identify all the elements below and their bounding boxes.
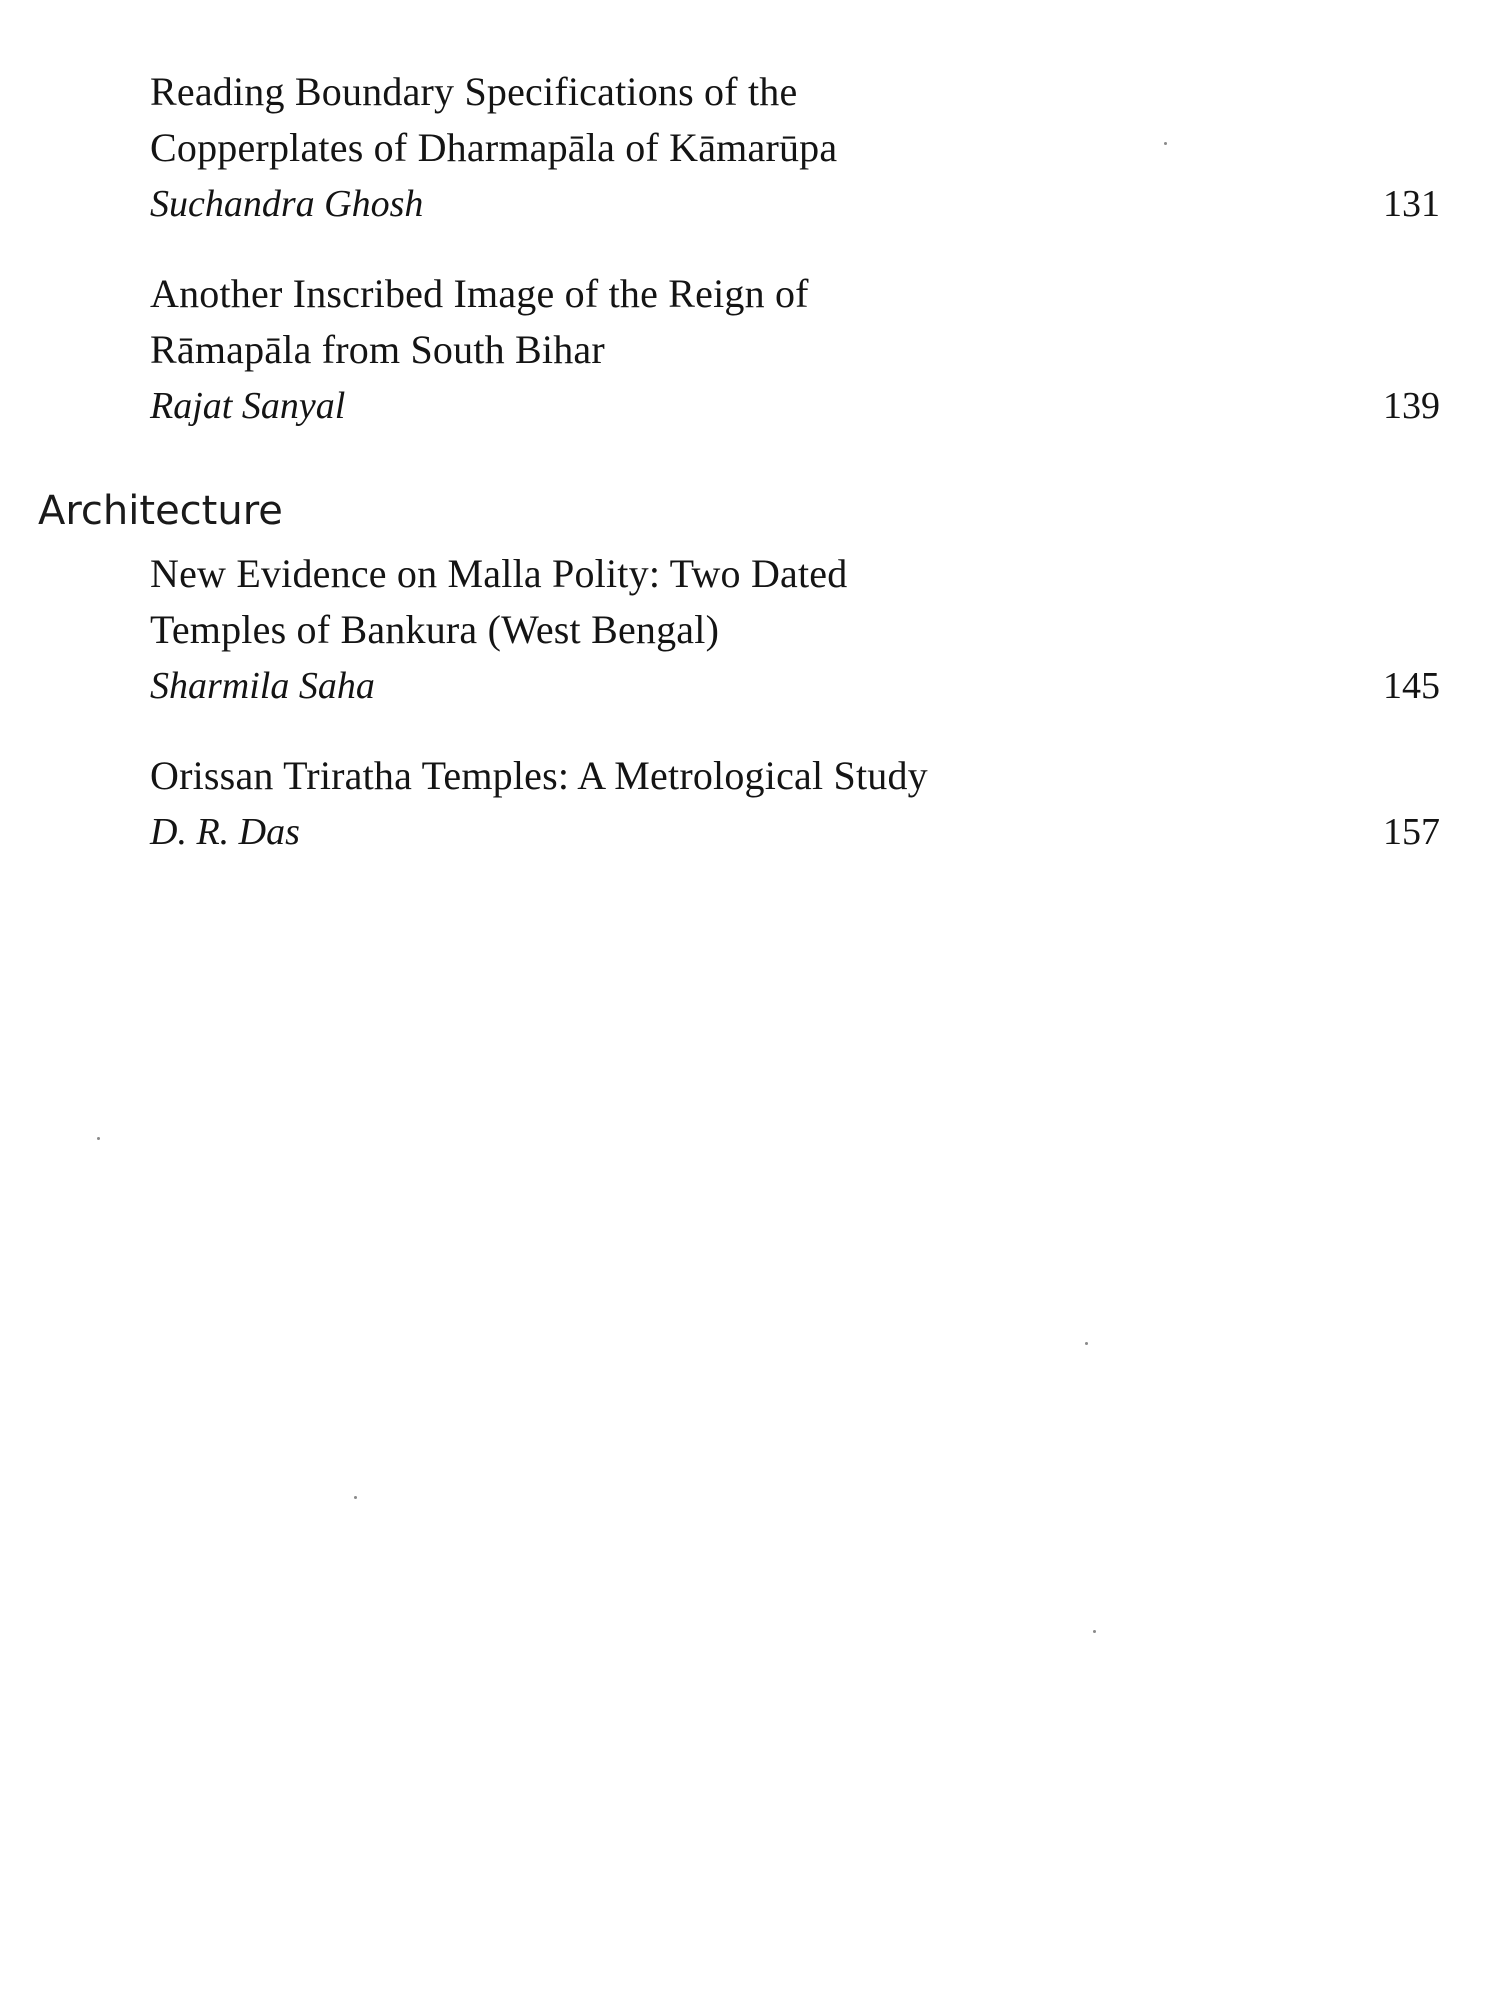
entry-title-line: Copperplates of Dharmapāla of Kāmarūpa	[150, 125, 838, 170]
entry-page-number: 145	[1383, 665, 1440, 707]
entry-author-row	[150, 804, 1440, 860]
scan-speck	[354, 1496, 357, 1499]
entry-author: Suchandra Ghosh	[150, 183, 424, 225]
entry-author: Rajat Sanyal	[150, 385, 346, 427]
entry-title-line: New Evidence on Malla Polity: Two Dated	[150, 551, 848, 596]
entry-page-number: 131	[1383, 183, 1440, 225]
entry-author-row	[150, 658, 1440, 714]
entry-author: D. R. Das	[150, 811, 300, 853]
toc-entry	[150, 546, 1440, 714]
scan-speck	[1085, 1342, 1088, 1345]
entry-title-line: Temples of Bankura (West Bengal)	[150, 607, 720, 652]
entry-title-line: Rāmapāla from South Bihar	[150, 327, 605, 372]
entry-page-number: 139	[1383, 385, 1440, 427]
entry-title-line: Orissan Triratha Temples: A Metrological Study	[150, 753, 928, 798]
toc-entry	[150, 748, 1440, 860]
toc-entry	[150, 64, 1440, 232]
entry-title-line: Reading Boundary Specifications of the	[150, 69, 798, 114]
entry-page-number: 157	[1383, 811, 1440, 853]
entry-author-row	[150, 176, 1440, 232]
entry-title-line: Another Inscribed Image of the Reign of	[150, 271, 809, 316]
entry-author: Sharmila Saha	[150, 665, 375, 707]
scan-speck	[1093, 1630, 1096, 1633]
section-heading-architecture: Architecture	[38, 488, 283, 534]
scan-speck	[97, 1137, 100, 1140]
scan-speck	[1164, 142, 1167, 145]
toc-entry	[150, 266, 1440, 434]
entry-author-row	[150, 378, 1440, 434]
